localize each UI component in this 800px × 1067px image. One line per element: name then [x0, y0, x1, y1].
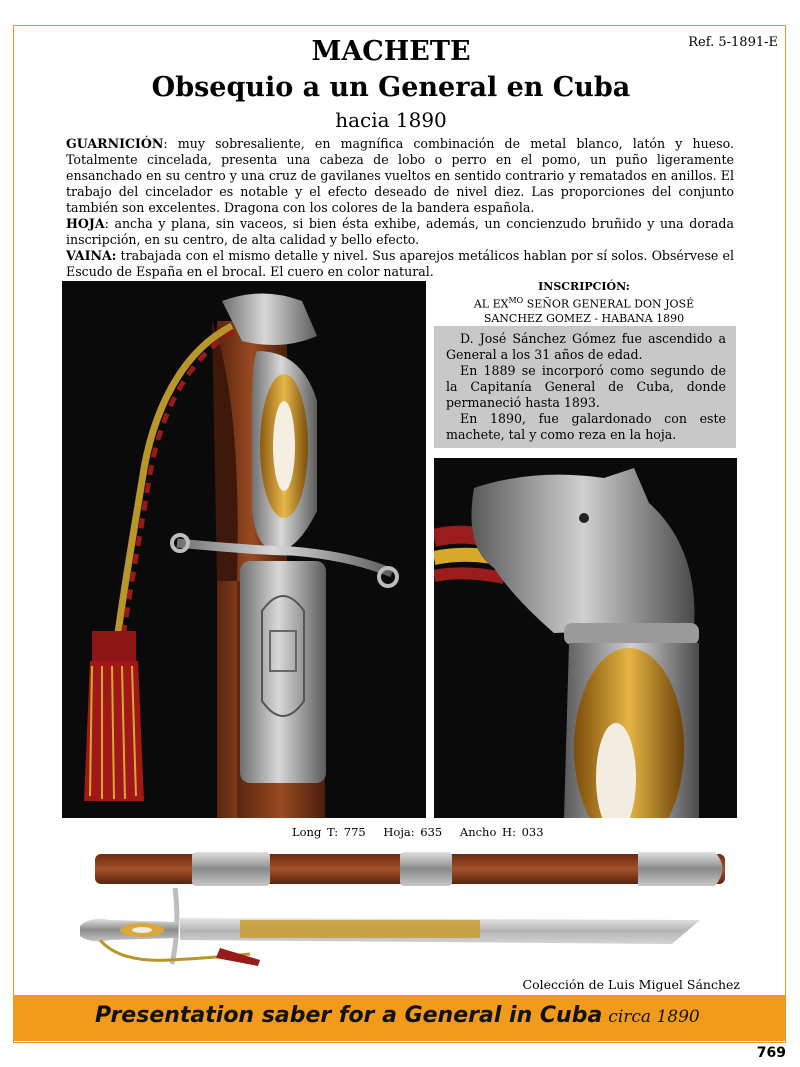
reference-number: Ref. 5-1891-E	[688, 35, 778, 50]
collection-credit: Colección de Luis Miguel Sánchez	[522, 977, 740, 992]
vaina-label: VAINA:	[66, 248, 117, 263]
dimensions	[292, 825, 556, 839]
guarnicion-text: : muy sobresaliente, en magnífica combinación de metal blanco, latón y hueso. Totalmente cincelada, presenta una cabeza de lobo o perro en el pomo, un puño ligeramente ensanchado en su centro y una cruz de gavilanes vueltos en sentido contrario y rematados en anillos. El trabajo del cincelador es notable y el efecto deseado de nivel diez. Las proporciones del conjunto también son excelentes. Dragona con los colores de la bandera española.	[66, 136, 734, 215]
pommel-closeup-photo	[434, 458, 737, 818]
guarnicion-label: GUARNICIÓN	[66, 136, 164, 151]
banner-text	[95, 1003, 700, 1028]
hoja-label: HOJA	[66, 216, 105, 231]
inscription-line-2: SANCHEZ GOMEZ - HABANA 1890	[483, 311, 685, 325]
blade-length: Hoja: 635	[383, 825, 443, 839]
biography-paragraph: En 1890, fue galardonado con este machete, tal y como reza en la hoja.	[446, 411, 726, 442]
inscription-line-1: AL $EX^{MO}$ SEÑOR GENERAL DON JOSÉ	[473, 296, 695, 311]
biography-paragraph: En 1889 se incorporó como segundo de la Capitanía General de Cuba, donde permaneció hasta 1893.	[446, 363, 726, 410]
banner-main: Presentation saber for a General in Cuba	[95, 1003, 603, 1028]
page-title: MACHETE	[311, 36, 471, 67]
hoja-text: : ancha y plana, sin vaceos, si bien ésta exhibe, además, un concienzudo bruñido y una dorada inscripción, en su centro, de alta calidad y bello efecto.	[66, 216, 734, 247]
page-subtitle: Obsequio a un General en Cuba	[151, 72, 631, 103]
biography-box	[434, 326, 736, 448]
vaina-text: trabajada con el mismo detalle y nivel. Sus aparejos metálicos hablan por sí solos. Obsérvese el Escudo de España en el brocal. El cuero en color natural.	[66, 248, 734, 279]
blade-width: Ancho H: 033	[459, 825, 544, 839]
banner-sub: circa 1890	[608, 1007, 700, 1027]
full-machete-photo	[80, 848, 730, 966]
inscription-block	[434, 280, 734, 326]
page-date: hacia 1890	[335, 108, 447, 132]
description-text	[66, 136, 734, 280]
inscription-heading: INSCRIPCIÓN:	[538, 280, 630, 293]
page-number: 769	[756, 1045, 786, 1061]
hilt-photo	[62, 281, 426, 818]
biography-paragraph: D. José Sánchez Gómez fue ascendido a General a los 31 años de edad.	[446, 331, 726, 362]
length-total: Long T: 775	[292, 825, 366, 839]
